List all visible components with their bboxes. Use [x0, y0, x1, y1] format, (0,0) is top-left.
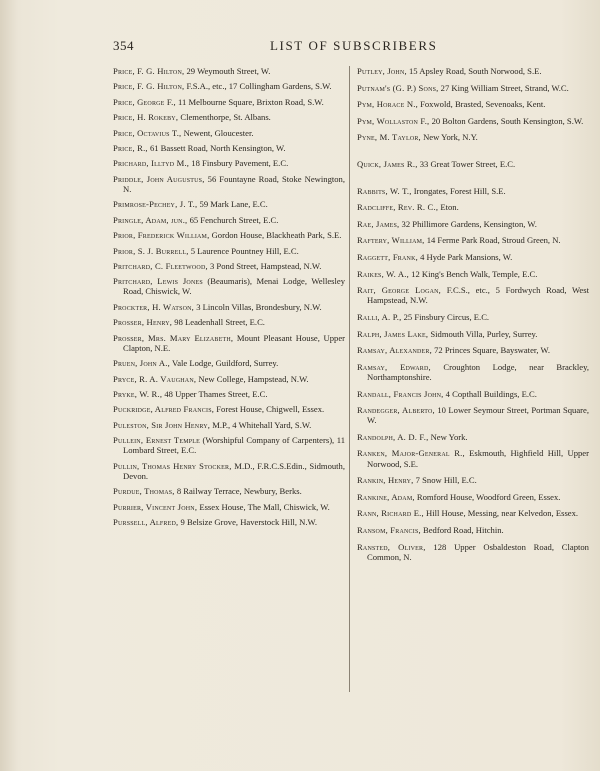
subscriber-address: 29 Weymouth Street, W. [186, 66, 271, 76]
subscriber-entry [357, 235, 589, 245]
subscriber-entry [357, 329, 589, 339]
subscriber-name: Puleston, Sir John Henry, [113, 419, 211, 430]
subscriber-address: 32 Phillimore Gardens, Kensington, W. [401, 218, 537, 229]
subscriber-name: Prichard, Illtyd M., [113, 158, 190, 169]
subscriber-entry [113, 420, 345, 430]
subscriber-address: 8 Railway Terrace, Newbury, Berks. [176, 486, 302, 497]
subscriber-address: 61 Bassett Road, North Kensington, W. [149, 142, 286, 153]
subscriber-entry [357, 116, 589, 126]
subscriber-address: Clementhorpe, St. Albans. [180, 112, 271, 123]
subscriber-entry [357, 492, 589, 502]
subscriber-entry [113, 517, 345, 527]
subscriber-address: 4 Hyde Park Mansions, W. [420, 251, 513, 262]
subscriber-name: Randegger, Alberto, [357, 405, 435, 416]
subscriber-address: 20 Bolton Gardens, South Kensington, S.W. [431, 115, 584, 126]
subscriber-address: 11 Melbourne Square, Brixton Road, S.W. [178, 96, 324, 107]
subscriber-address: Forest House, Chigwell, Essex. [216, 404, 325, 415]
subscriber-address: F.S.A., etc., 17 Collingham Gardens, S.W. [186, 81, 332, 92]
subscriber-address: Bedford Road, Hitchin. [423, 525, 504, 536]
subscriber-address: 7 Snow Hill, E.C. [415, 475, 477, 486]
subscriber-entry [113, 404, 345, 414]
subscriber-name: Pryce, R. A. Vaughan, [113, 373, 197, 384]
subscriber-address: F.C.S., etc., 5 Fordwych Road, West Hampstead, N.W. [367, 285, 589, 306]
subscriber-name: Prior, S. J. Burrell, [113, 245, 189, 256]
subscriber-entry [113, 358, 345, 368]
section-gap [357, 149, 589, 159]
subscriber-name: Puckridge, Alfred Francis, [113, 404, 215, 415]
subscriber-name: Price, Octavius T., [113, 127, 182, 138]
subscriber-entry [113, 502, 345, 512]
subscriber-entry [113, 317, 345, 327]
subscriber-address: (Beaumaris), Menai Lodge, Wellesley Road, Chiswick, W. [123, 276, 346, 297]
subscriber-address: Newent, Gloucester. [183, 127, 254, 138]
subscriber-list-left-column [113, 66, 345, 533]
subscriber-name: Ransom, Francis, [357, 525, 421, 536]
running-title: LIST OF SUBSCRIBERS [270, 38, 438, 53]
subscriber-name: Priddle, John Augustus, [113, 173, 205, 184]
subscriber-name: Raftery, William, [357, 235, 425, 246]
subscriber-address: Gordon House, Blackheath Park, S.E. [211, 230, 342, 241]
subscriber-name: Price, H. Rokeby, [113, 112, 179, 123]
subscriber-entry [357, 432, 589, 442]
subscriber-name: Prior, Frederick William, [113, 230, 210, 241]
subscriber-address: 72 Princes Square, Bayswater, W. [434, 345, 551, 356]
subscriber-entry [113, 486, 345, 496]
subscriber-entry [357, 66, 589, 76]
subscriber-name: Ralli, A. P., [357, 311, 402, 322]
subscriber-address: 12 King's Bench Walk, Temple, E.C. [411, 268, 538, 279]
subscriber-address: New York. [430, 431, 468, 442]
subscriber-entry [113, 174, 345, 194]
subscriber-name: Putnam's (G. P.) Sons, [357, 82, 439, 93]
subscriber-name: Pyne, M. Taylor, [357, 132, 421, 143]
subscriber-address: Vale Lodge, Guildford, Surrey. [171, 358, 279, 369]
subscriber-name: Rait, George Logan, [357, 285, 442, 296]
subscriber-entry [113, 333, 345, 353]
subscriber-entry [357, 252, 589, 262]
subscriber-address: Sidmouth Villa, Purley, Surrey. [430, 328, 538, 339]
subscriber-entry [113, 276, 345, 296]
subscriber-entry [113, 246, 345, 256]
subscriber-entry [357, 389, 589, 399]
subscriber-name: Purdue, Thomas, [113, 486, 175, 497]
subscriber-entry [357, 83, 589, 93]
subscriber-entry [113, 112, 345, 122]
subscriber-entry [357, 345, 589, 355]
subscriber-address: 27 King William Street, Strand, W.C. [440, 82, 569, 93]
subscriber-name: Pritchard, C. Fleetwood, [113, 260, 208, 271]
subscriber-entry [113, 66, 345, 76]
subscriber-entry [357, 99, 589, 109]
subscriber-name: Rankine, Adam, [357, 491, 415, 502]
subscriber-name: Rann, Richard E., [357, 508, 424, 519]
subscriber-address: New York, N.Y. [423, 132, 478, 143]
subscriber-name: Pullin, Thomas Henry Stocker, [113, 460, 232, 471]
subscriber-entry [357, 542, 589, 562]
subscriber-address: 48 Upper Thames Street, E.C. [164, 389, 268, 400]
subscriber-entry [113, 158, 345, 168]
subscriber-name: Prosser, Henry, [113, 317, 173, 328]
subscriber-entry [357, 405, 589, 425]
subscriber-address: 33 Great Tower Street, E.C. [419, 158, 516, 169]
subscriber-entry [357, 475, 589, 485]
subscriber-entry [113, 435, 345, 455]
subscriber-address: 59 Mark Lane, E.C. [199, 199, 268, 210]
subscriber-entry [113, 97, 345, 107]
subscriber-list-right-column [357, 66, 589, 568]
subscriber-name: Ramsay, Alexander, [357, 345, 432, 356]
subscriber-name: Price, F. G. Hilton, [113, 81, 185, 92]
subscriber-name: Pryke, W. R., [113, 389, 163, 400]
subscriber-name: Rae, James, [357, 218, 400, 229]
subscriber-name: Price, George F., [113, 96, 176, 107]
subscriber-entry [113, 302, 345, 312]
subscriber-address: New College, Hampstead, N.W. [198, 373, 309, 384]
subscriber-entry [113, 81, 345, 91]
subscriber-address: 15 Apsley Road, South Norwood, S.E. [409, 66, 542, 76]
subscriber-address: 14 Ferme Park Road, Stroud Green, N. [426, 235, 561, 246]
subscriber-address: Foxwold, Brasted, Sevenoaks, Kent. [420, 99, 546, 110]
subscriber-address: 56 Fountayne Road, Stoke Newington, N. [123, 173, 345, 194]
subscriber-entry [113, 461, 345, 481]
subscriber-entry [357, 508, 589, 518]
subscriber-address: 3 Pond Street, Hampstead, N.W. [209, 260, 322, 271]
subscriber-name: Purrier, Vincent John, [113, 501, 198, 512]
subscriber-name: Raggett, Frank, [357, 251, 418, 262]
subscriber-name: Ransted, Oliver, [357, 541, 426, 552]
subscriber-name: Pullein, Ernest Temple [113, 435, 201, 446]
subscriber-address: 9 Belsize Grove, Haverstock Hill, N.W. [180, 517, 317, 528]
subscriber-entry [357, 186, 589, 196]
subscriber-entry [357, 525, 589, 535]
subscriber-name: Ranken, Major-General R., [357, 448, 465, 459]
page-number: 354 [113, 38, 134, 53]
subscriber-name: Pruen, John A., [113, 358, 170, 369]
page-header [0, 38, 600, 58]
subscriber-entry [357, 159, 589, 169]
subscriber-address: 65 Fenchurch Street, E.C. [189, 214, 279, 225]
subscriber-address: 98 Leadenhall Street, E.C. [174, 317, 265, 328]
subscriber-entry [357, 312, 589, 322]
column-divider [349, 66, 350, 692]
subscriber-address: 3 Lincoln Villas, Brondesbury, N.W. [196, 301, 322, 312]
subscriber-entry [113, 389, 345, 399]
subscriber-name: Pym, Wollaston F., [357, 115, 430, 126]
subscriber-entry [113, 261, 345, 271]
subscriber-name: Pritchard, Lewis Jones [113, 276, 203, 287]
subscriber-entry [113, 374, 345, 384]
subscriber-name: Rabbits, W. T., [357, 185, 412, 196]
subscriber-name: Prosser, Mrs. Mary Elizabeth, [113, 332, 234, 343]
subscriber-address: 4 Copthall Buildings, E.C. [445, 388, 537, 399]
subscriber-address: 18 Finsbury Pavement, E.C. [191, 158, 289, 169]
subscriber-name: Pym, Horace N., [357, 99, 418, 110]
subscriber-address: Croughton Lodge, near Brackley, Northamptonshire. [367, 361, 589, 382]
subscriber-name: Price, R., [113, 142, 148, 153]
section-gap [357, 176, 589, 186]
subscriber-entry [357, 362, 589, 382]
subscriber-name: Primrose-Pechey, J. T., [113, 199, 198, 210]
subscriber-address: Eton. [440, 202, 459, 213]
subscriber-name: Randolph, A. D. F., [357, 431, 429, 442]
subscriber-name: Randall, Francis John, [357, 388, 444, 399]
subscriber-entry [113, 230, 345, 240]
subscriber-name: Ramsay, Edward, [357, 361, 431, 372]
subscriber-address: Hill House, Messing, near Kelvedon, Essex. [426, 508, 579, 519]
subscriber-entry [357, 202, 589, 212]
subscriber-name: Price, F. G. Hilton, [113, 66, 185, 76]
subscriber-address: 5 Laurence Pountney Hill, E.C. [190, 245, 299, 256]
subscriber-entry [357, 132, 589, 142]
subscriber-name: Putley, John, [357, 66, 407, 76]
subscriber-name: Ralph, James Lake, [357, 328, 429, 339]
subscriber-address: (Worshipful Company of Carpenters), 11 Lombard Street, E.C. [123, 435, 345, 456]
subscriber-entry [113, 199, 345, 209]
subscriber-address: M.P., 4 Whitehall Yard, S.W. [212, 419, 312, 430]
subscriber-name: Raikes, W. A., [357, 268, 409, 279]
subscriber-address: Romford House, Woodford Green, Essex. [416, 491, 561, 502]
subscriber-address: 128 Upper Osbaldeston Road, Clapton Common, N. [367, 541, 589, 562]
subscriber-entry [357, 219, 589, 229]
subscriber-address: 10 Lower Seymour Street, Portman Square, W. [367, 405, 589, 426]
subscriber-entry [113, 143, 345, 153]
subscriber-address: Eskmouth, Highfield Hill, Upper Norwood, S.E. [367, 448, 589, 469]
subscriber-name: Purssell, Alfred, [113, 517, 179, 528]
subscriber-entry [113, 128, 345, 138]
subscriber-name: Prockter, H. Watson, [113, 301, 195, 312]
subscriber-entry [113, 215, 345, 225]
subscriber-address: Essex House, The Mall, Chiswick, W. [199, 501, 330, 512]
subscriber-name: Quick, James R., [357, 158, 418, 169]
subscriber-address: M.D., F.R.C.S.Edin., Sidmouth, Devon. [123, 460, 346, 481]
subscriber-address: Mount Pleasant House, Upper Clapton, N.E. [123, 332, 346, 353]
subscriber-name: Pringle, Adam, jun., [113, 214, 188, 225]
subscriber-name: Radcliffe, Rev. R. C., [357, 202, 439, 213]
subscriber-entry [357, 448, 589, 468]
subscriber-entry [357, 285, 589, 305]
subscriber-name: Rankin, Henry, [357, 475, 414, 486]
subscriber-entry [357, 269, 589, 279]
subscriber-address: Irongates, Forest Hill, S.E. [413, 185, 506, 196]
subscriber-address: 25 Finsbury Circus, E.C. [403, 311, 490, 322]
